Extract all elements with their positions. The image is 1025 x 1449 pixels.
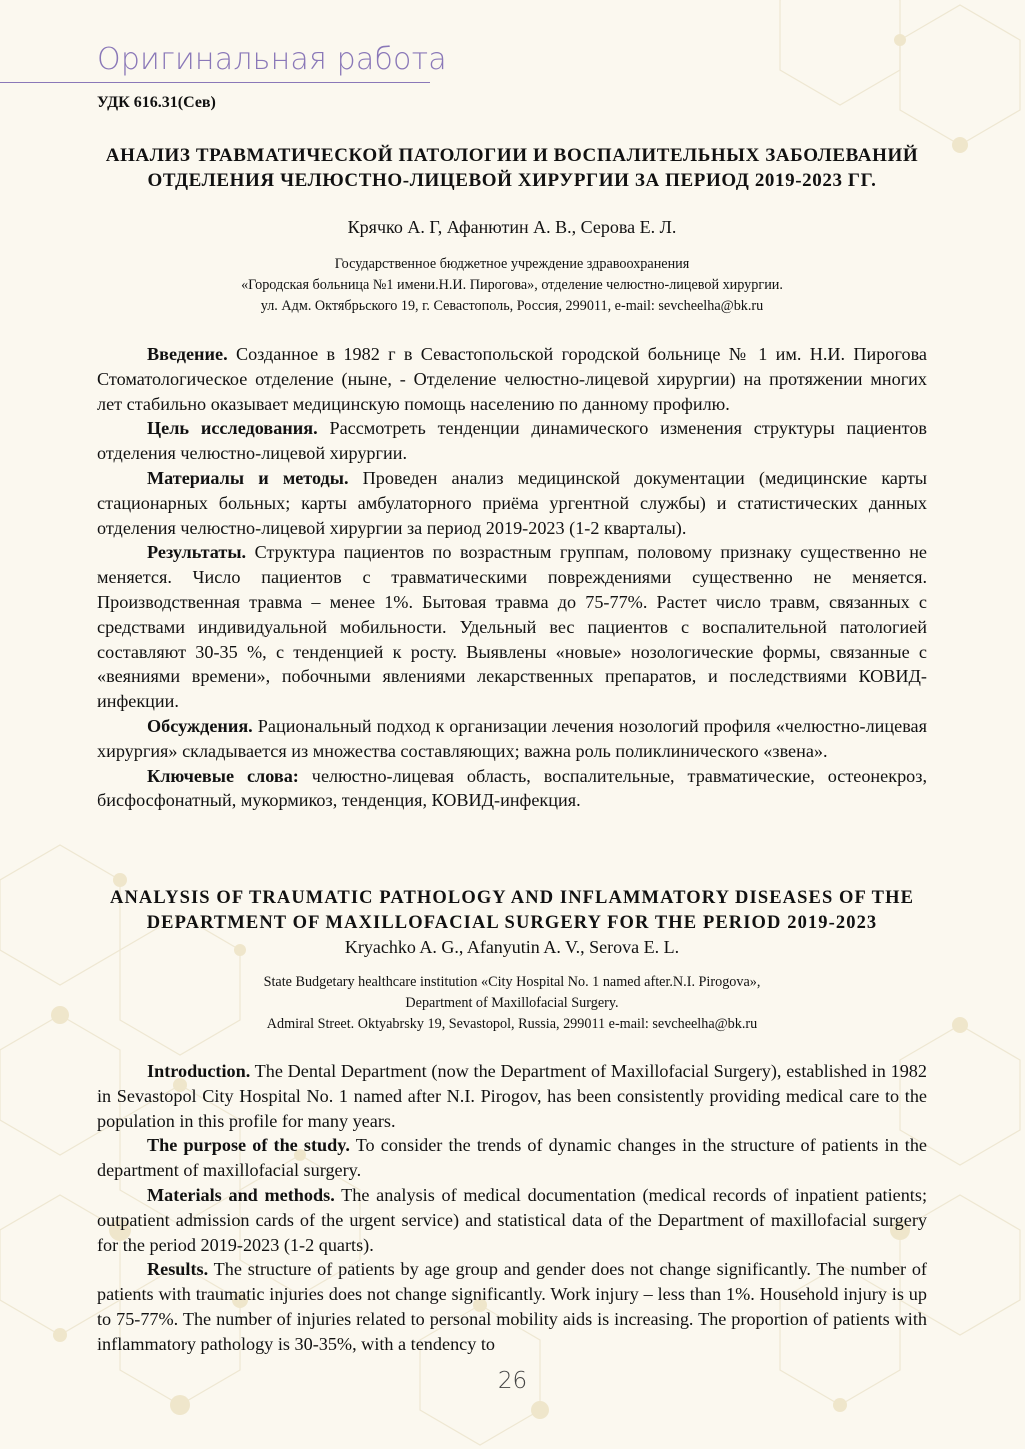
paragraph-heading: Materials and methods. xyxy=(147,1184,335,1205)
paragraph-heading: Обсуждения. xyxy=(147,715,253,736)
authors-ru: Крячко А. Г, Афанютин А. В., Серова Е. Л. xyxy=(347,217,677,237)
abstract-ru xyxy=(97,342,927,813)
affiliation-ru xyxy=(97,254,927,317)
paragraph-heading: Introduction. xyxy=(147,1061,251,1081)
paragraph-text: Проведен анализ медицинской документации (медицинские карты стационарных больных; карты амбулаторного приёма ургентной службы) и статистических данных отделения челюстно-лицевой хирургии за период 2019-2023 (1-2 кварталы). xyxy=(97,467,927,538)
section-divider xyxy=(0,82,430,83)
article-title-ru: АНАЛИЗ ТРАВМАТИЧЕСКОЙ ПАТОЛОГИИ И ВОСПАЛИТЕЛЬНЫХ ЗАБОЛЕВАНИЙ ОТДЕЛЕНИЯ ЧЕЛЮСТНО-ЛИЦЕВОЙ ХИРУРГИИ ЗА ПЕРИОД 2019-2023 ГГ. xyxy=(105,145,919,191)
abstract-paragraph xyxy=(97,1133,927,1183)
affiliation-en xyxy=(97,972,927,1035)
abstract-paragraph xyxy=(97,1257,927,1356)
article-title-en: ANALYSIS OF TRAUMATIC PATHOLOGY AND INFLAMMATORY DISEASES OF THE DEPARTMENT OF MAXILLOFACIAL SURGERY FOR THE PERIOD 2019-2023 xyxy=(109,888,915,933)
affiliation-line: Admiral Street. Oktyabrsky 19, Sevastopol, Russia, 299011 e-mail: sevcheelha@bk.ru xyxy=(266,1016,758,1032)
paragraph-text: The structure of patients by age group and gender does not change significantly. The number of patients with traumatic injuries does not change significantly. Work injury – less than 1%. Household injury is up to 75-77%. The number of injuries related to personal mobility aids is increasing. The proportion of patients with inflammatory pathology is 30-35%, with a tendency to xyxy=(97,1259,927,1354)
paragraph-text: Структура пациентов по возрастным группам, половому признаку существенно не меняется. Число пациентов с травматическими повреждениями существенно не меняется. Производственная травма – менее 1%. Бытовая травма до 75-77%. Растет число травм, связанных с средствами индивидуальной мобильности. Удельный вес пациентов с воспалительной патологией составляют 30-35 %, с тенденцией к росту. Выявлены «новые» нозологические формы, связанные с «веяниями времени», побочными явлениями лекарственных препаратов, и последствиями КОВИД-инфекции. xyxy=(97,542,927,712)
abstract-paragraph xyxy=(97,342,927,416)
paragraph-text: Созданное в 1982 г в Севастопольской городской больнице № 1 им. Н.И. Пирогова Стоматологическое отделение (ныне, - Отделение челюстно-лицевой хирургии) на протяжении многих лет стабильно оказывает медицинскую помощь населению по данному профилю. xyxy=(97,344,927,414)
paragraph-heading: Результаты. xyxy=(147,542,247,563)
abstract-paragraph xyxy=(97,416,927,466)
affiliation-line: State Budgetary healthcare institution «City Hospital No. 1 named after.N.I. Pirogova», xyxy=(263,974,761,990)
abstract-paragraph xyxy=(97,714,927,764)
abstract-paragraph xyxy=(97,764,927,814)
abstract-paragraph xyxy=(97,466,927,540)
paragraph-text: The Dental Department (now the Department of Maxillofacial Surgery), established in 1982 in Sevastopol City Hospital No. 1 named after N.I. Pirogov, has been consistently providing medical care to the population in this profile for many years. xyxy=(97,1061,927,1131)
abstract-paragraph xyxy=(97,540,927,714)
paragraph-heading: Цель исследования. xyxy=(147,418,318,439)
paragraph-heading: Материалы и методы. xyxy=(147,467,349,488)
paragraph-text: челюстно-лицевая область, воспалительные, травматические, остеонекроз, бисфосфонатный, мукормикоз, тенденция, КОВИД-инфекция. xyxy=(97,765,927,811)
udc-code: УДК 616.31(Сев) xyxy=(97,94,216,111)
authors-en: Kryachko A. G., Afanyutin A. V., Serova E. L. xyxy=(344,937,680,957)
paragraph-text: Рациональный подход к организации лечения нозологий профиля «челюстно-лицевая хирургия» складывается из множества составляющих; важна роль поликлинического «звена». xyxy=(97,715,927,761)
abstract-paragraph xyxy=(97,1059,927,1133)
section-label: Оригинальная работа xyxy=(97,42,447,77)
paragraph-text: To consider the trends of dynamic changes in the structure of patients in the department of maxillofacial surgery. xyxy=(97,1135,927,1181)
page-number: 26 xyxy=(497,1368,528,1394)
affiliation-line: ул. Адм. Октябрьского 19, г. Севастополь, Россия, 299011, e-mail: sevcheelha@bk.ru xyxy=(260,298,764,314)
paragraph-heading: The purpose of the study. xyxy=(147,1135,350,1156)
paragraph-heading: Ключевые слова: xyxy=(147,765,299,786)
paragraph-text: The analysis of medical documentation (medical records of inpatient patients; outpatient admission cards of the urgent service) and statistical data of the Department of maxillofacial surgery for the period 2019-2023 (1-2 quarts). xyxy=(97,1184,927,1255)
paragraph-heading: Results. xyxy=(147,1259,209,1280)
paragraph-text: Рассмотреть тенденции динамического изменения структуры пациентов отделения челюстно-лицевой хирургии. xyxy=(97,418,928,464)
affiliation-line: «Городская больница №1 имени.Н.И. Пирогова», отделение челюстно-лицевой хирургии. xyxy=(241,277,783,293)
abstract-en xyxy=(97,1059,927,1357)
paragraph-heading: Введение. xyxy=(147,344,228,364)
abstract-paragraph xyxy=(97,1183,927,1257)
affiliation-line: Department of Maxillofacial Surgery. xyxy=(405,995,619,1011)
affiliation-line: Государственное бюджетное учреждение здравоохранения xyxy=(334,256,690,272)
